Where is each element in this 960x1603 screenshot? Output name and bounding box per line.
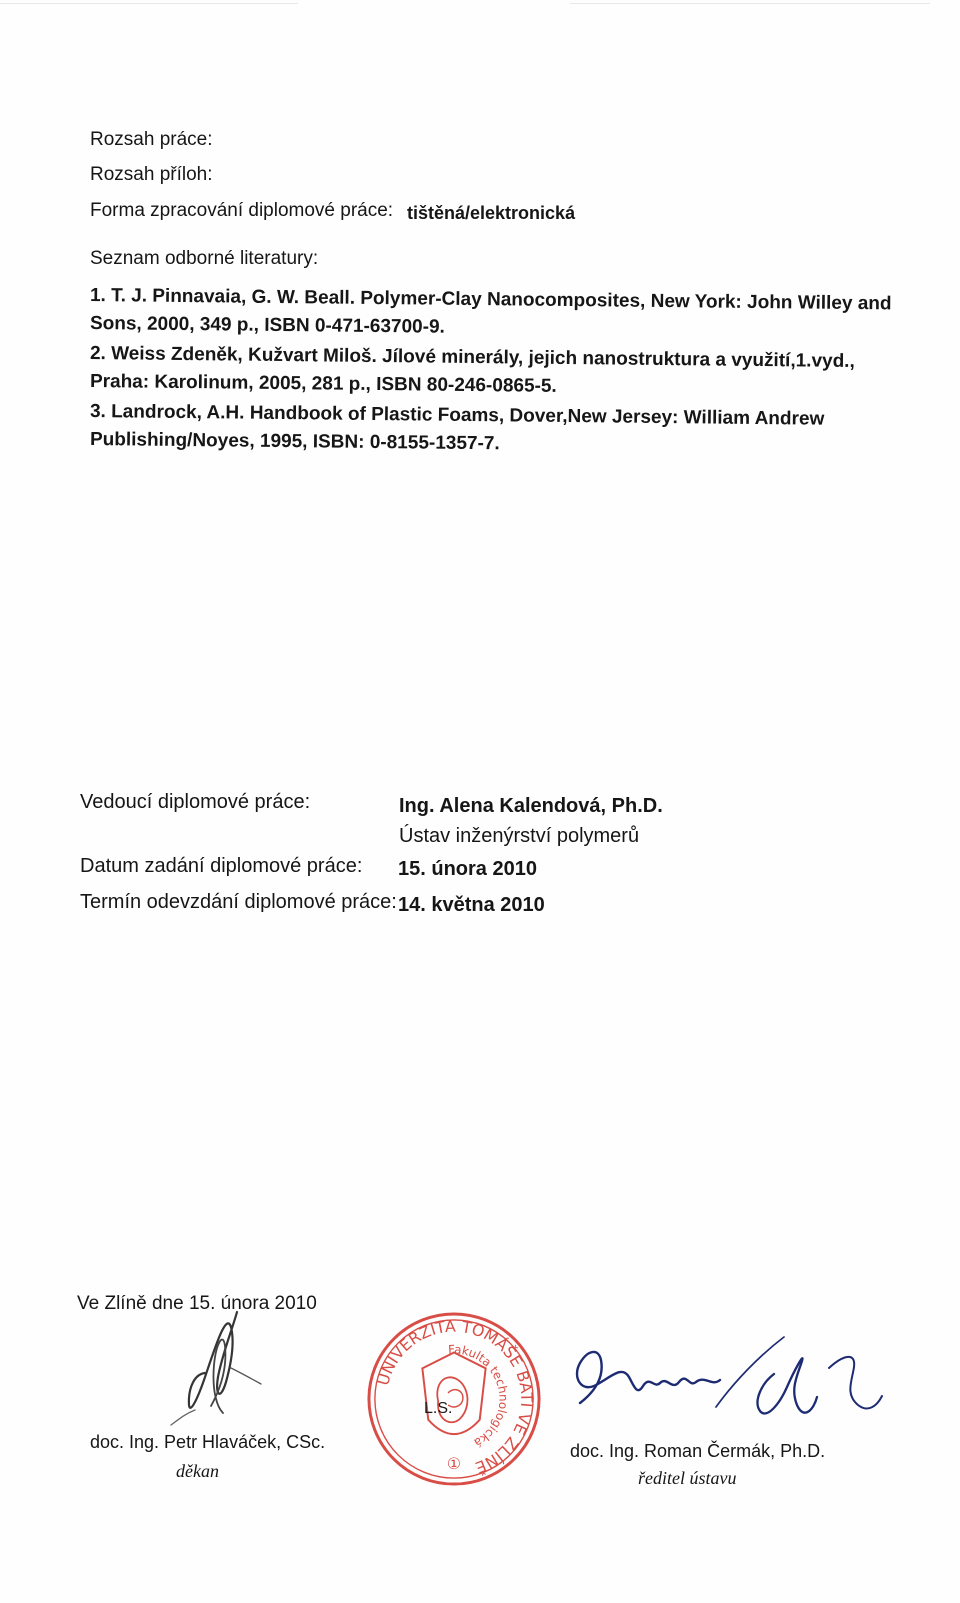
reference-2-line-1: 2. Weiss Zdeněk, Kužvart Miloš. Jílové minerály, jejich nanostruktura a využití,1.vyd., [89, 343, 855, 373]
director-name: doc. Ing. Roman Čermák, Ph.D. [570, 1441, 826, 1461]
form-value: tištěná/elektronická [407, 203, 576, 223]
top-edge-right-line [570, 3, 930, 4]
dean-title: děkan [176, 1461, 219, 1481]
submission-deadline: 14. května 2010 [398, 894, 545, 916]
assignment-date: 15. února 2010 [398, 858, 537, 880]
dean-name: doc. Ing. Petr Hlaváček, CSc. [90, 1432, 326, 1452]
form-label: Forma zpracování diplomové práce: [90, 200, 394, 221]
top-edge-left-line [0, 3, 298, 4]
stamp-number: ① [446, 1454, 462, 1474]
assignment-date-label: Datum zadání diplomové práce: [80, 855, 363, 877]
reference-3-line-1: 3. Landrock, A.H. Handbook of Plastic Foams, Dover,New Jersey: William Andrew [89, 401, 825, 430]
submission-deadline-label: Termín odevzdání diplomové práce: [80, 891, 397, 913]
university-stamp [365, 1310, 543, 1488]
literature-label: Seznam odborné literatury: [90, 248, 319, 269]
supervisor-label: Vedoucí diplomové práce: [80, 791, 311, 813]
stamp-mark: L.S. [424, 1400, 453, 1417]
reference-1-line-2: Sons, 2000, 349 p., ISBN 0-471-63700-9. [89, 313, 445, 338]
stamp-outer-text: UNIVERZITA TOMÁŠE BATI VE ZLÍNĚ [373, 1316, 537, 1478]
stamp-inner-text: Fakulta technologická [447, 1342, 511, 1451]
dean-signature-graphic [165, 1310, 280, 1435]
reference-2-line-2: Praha: Karolinum, 2005, 281 p., ISBN 80-246-0865-5. [89, 371, 557, 397]
supervisor-name: Ing. Alena Kalendová, Ph.D. [399, 795, 663, 817]
director-signature-graphic [566, 1335, 896, 1440]
director-signature-block [570, 1441, 825, 1489]
supervisor-institute: Ústav inženýrství polymerů [399, 825, 640, 847]
place-and-date: Ve Zlíně dne 15. února 2010 [77, 1293, 317, 1314]
reference-3-line-2: Publishing/Noyes, 1995, ISBN: 0-8155-1357-7. [89, 429, 500, 455]
appendix-label: Rozsah příloh: [90, 164, 213, 185]
scope-label: Rozsah práce: [90, 129, 213, 150]
dean-signature-block [90, 1432, 325, 1482]
director-title: ředitel ústavu [638, 1468, 737, 1488]
reference-1-line-1: 1. T. J. Pinnavaia, G. W. Beall. Polymer-Clay Nanocomposites, New York: John Willey and [89, 285, 892, 315]
